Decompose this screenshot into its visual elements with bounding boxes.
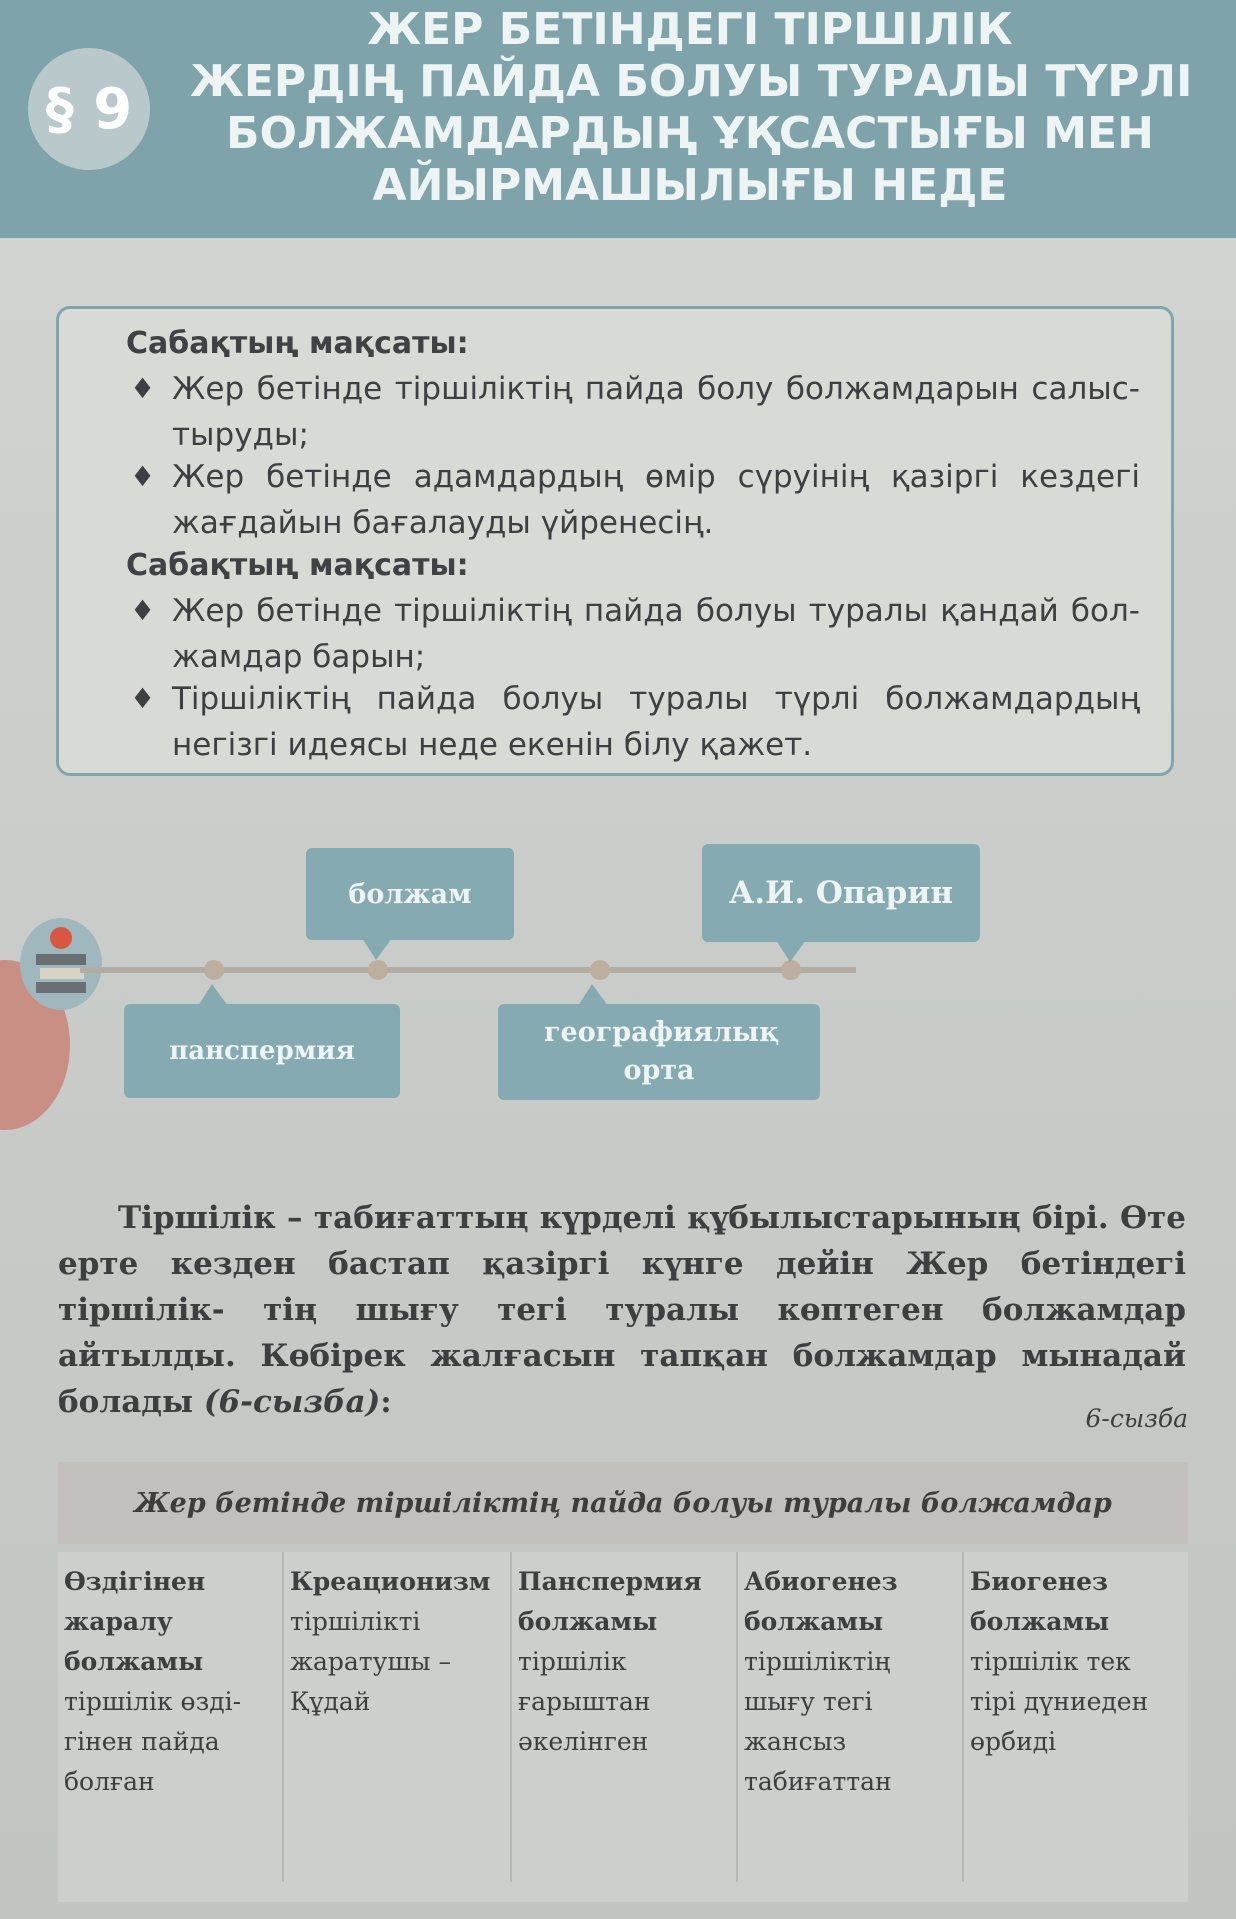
bullet-icon: ♦ (130, 372, 156, 405)
timeline-dot (781, 960, 801, 980)
goal-text: Жер бетінде адамдардың өмір сүруінің қазіргі кездегі жағдайын бағалауды үйренесің. (172, 459, 1140, 541)
bubble-label: географиялық орта (544, 1017, 780, 1086)
column-heading: Панспермия болжамы (518, 1567, 702, 1636)
goal-text: Жер бетінде тіршіліктің пайда болуы туралы қандай бол- жамдар барын; (172, 593, 1140, 675)
timeline-bubble (702, 844, 980, 942)
goal-item (130, 454, 1140, 546)
body-punct: : (380, 1384, 392, 1420)
table-column (284, 1552, 512, 1882)
column-body: тіршілікті жаратушы – Құдай (290, 1607, 451, 1716)
bullet-icon: ♦ (130, 460, 156, 493)
figure-title (58, 1462, 1188, 1544)
books-icon-graphic (20, 918, 102, 1010)
paragraph-badge: § 9 (28, 48, 150, 170)
goal-text: Жер бетінде тіршіліктің пайда болу болжамдарын салыс- тыруды; (172, 371, 1140, 453)
chapter-title (190, 4, 1193, 212)
column-heading: Биогенез болжамы (970, 1567, 1110, 1636)
timeline-dot (204, 960, 224, 980)
hypotheses-table (58, 1552, 1188, 1902)
timeline-bubble (498, 1004, 820, 1100)
timeline-dot (590, 960, 610, 980)
body-paragraph (58, 1195, 1186, 1425)
title-line: БОЛЖАМДАРДЫҢ ҰҚСАСТЫҒЫ МЕН (226, 108, 1154, 159)
column-body: тіршілік ғарыштан әкелінген (518, 1647, 651, 1756)
bubble-pointer (198, 984, 228, 1006)
bubble-pointer (776, 940, 806, 962)
bubble-label: панспермия (169, 1036, 355, 1066)
goals-heading: Сабақтың мақсаты: (126, 326, 469, 361)
bubble-label: А.И. Опарин (728, 875, 954, 911)
goal-item (130, 366, 1140, 458)
bubble-pointer (362, 938, 392, 960)
title-line: ЖЕРДІҢ ПАЙДА БОЛУЫ ТУРАЛЫ ТҮРЛІ (190, 56, 1193, 107)
figure-label: 6-сызба (1085, 1404, 1188, 1433)
timeline-line (80, 967, 856, 973)
table-column (58, 1552, 284, 1882)
books-icon (20, 918, 102, 1010)
figure-title-text: Жер бетінде тіршіліктің пайда болуы туралы болжамдар (134, 1487, 1112, 1519)
goal-text: Тіршіліктің пайда болуы туралы түрлі болжамдардың негізгі идеясы неде екенін білу қажет. (172, 681, 1140, 763)
bubble-pointer (578, 984, 608, 1006)
column-body: тіршілік өзді- гінен пайда болған (64, 1687, 242, 1796)
goal-item (130, 588, 1140, 680)
goal-item (130, 676, 1140, 768)
column-heading: Абиогенез болжамы (744, 1567, 898, 1636)
title-line: ЖЕР БЕТІНДЕГІ ТІРШІЛІК (367, 4, 1013, 55)
bubble-label: болжам (348, 878, 472, 910)
table-column (964, 1552, 1188, 1882)
goals-heading: Сабақтың мақсаты: (126, 548, 469, 583)
timeline-bubble (306, 848, 514, 940)
body-text: Тіршілік – табиғаттың күрделі құбылыстарының бірі. Өте ерте кезден бастап қазіргі күнге дейін Жер бетіндегі тіршілік- тің шығу тегі туралы көптеген болжамдар айтылды. Көбірек жалғасын тапқан болжамдар мынадай болады (58, 1200, 1186, 1420)
table-column (738, 1552, 964, 1882)
timeline-dot (368, 960, 388, 980)
table-column (512, 1552, 738, 1882)
column-body: тіршіліктің шығу тегі жансыз табиғаттан (744, 1647, 892, 1796)
timeline-bubble (124, 1004, 400, 1098)
title-line: АЙЫРМАШЫЛЫҒЫ НЕДЕ (372, 160, 1008, 211)
figure-reference: (6-сызба) (203, 1384, 381, 1420)
chapter-header (0, 0, 1236, 238)
column-body: тіршілік тек тірі дүниеден өрбиді (970, 1647, 1149, 1756)
bullet-icon: ♦ (130, 594, 156, 627)
column-heading: Өздігінен жаралу болжамы (64, 1567, 206, 1676)
bullet-icon: ♦ (130, 682, 156, 715)
column-heading: Креационизм (290, 1567, 491, 1596)
